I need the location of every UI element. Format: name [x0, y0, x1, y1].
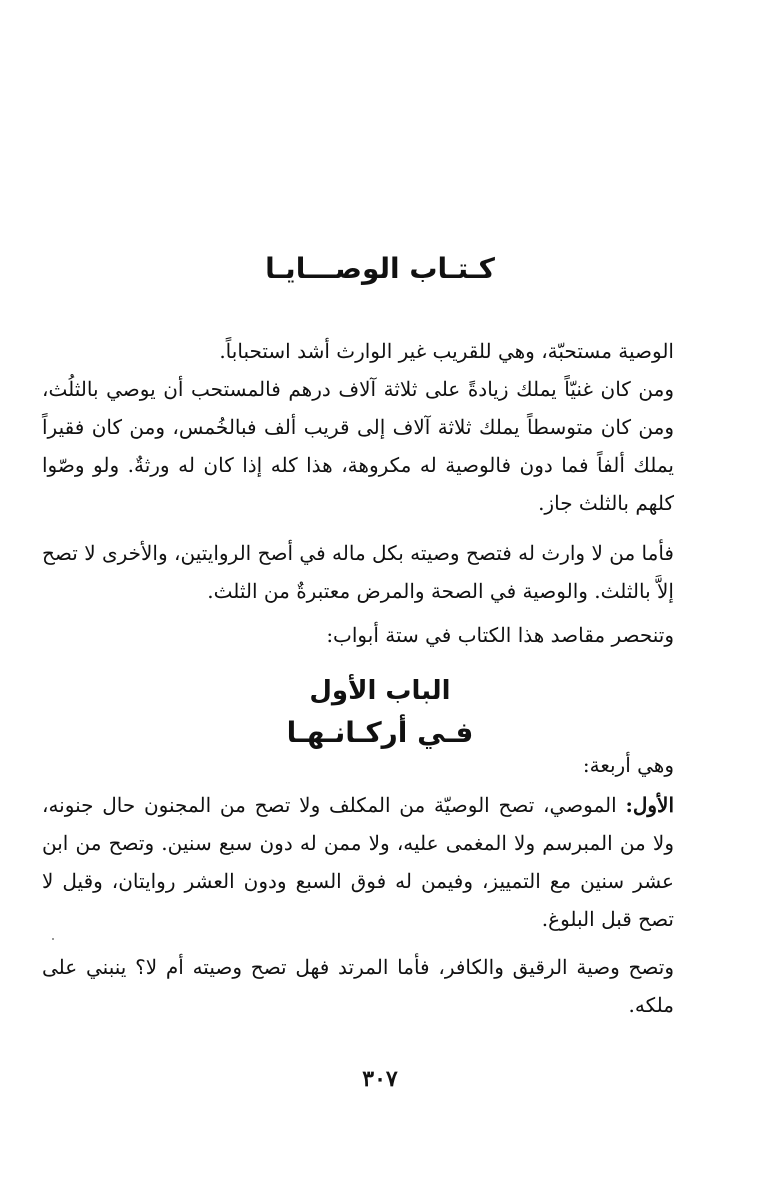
page-number: ٣٠٧: [362, 1066, 398, 1092]
chapter-title: الباب الأول: [309, 676, 451, 706]
book-title: كـتـاب الوصـــايـا: [265, 252, 495, 285]
intro-paragraph-2: ومن كان غنيّاً يملك زيادةً على ثلاثة آلاف درهم فالمستحب أن يوصي بالثلُث، ومن كان متوسطاً يملك ثلاثة آلاف إلى قريب ألف فبالخُمس، ومن كان فقيراً يملك ألفاً فما دون فالوصية له مكروهة، هذا كله إذا كان له ورثةٌ. ولو وصّوا كلهم بالثلث جاز.: [42, 377, 674, 515]
scan-speck: [52, 938, 54, 940]
body-paragraph-2: [42, 786, 696, 938]
intro-paragraph-1: الوصية مستحبّة، وهي للقريب غير الوارث أشد استحباباً.: [219, 339, 674, 363]
intro-paragraph-4: وتنحصر مقاصد هذا الكتاب في ستة أبواب:: [326, 623, 674, 647]
body-paragraph-3: وتصح وصية الرقيق والكافر، فأما المرتد فهل تصح وصيته أم لا؟ ينبني على ملكه.: [42, 955, 674, 1017]
body-paragraph-1: وهي أربعة:: [582, 753, 674, 777]
paragraph-lead-term: الأول:: [625, 793, 675, 817]
intro-paragraph-3: فأما من لا وارث له فتصح وصيته بكل ماله في أصح الروايتين، والأخرى لا تصح إلاَّ بالثلث. والوصية في الصحة والمرض معتبرةٌ من الثلث.: [42, 541, 674, 603]
chapter-subtitle: فـي أركـانـهـا: [286, 716, 474, 749]
body-paragraph-2-text: الموصي، تصح الوصيّة من المكلف ولا تصح من المجنون حال جنونه، ولا من المبرسم ولا المغمى عليه، ولا ممن له دون سبع سنين. وتصح من ابن عشر سنين مع التمييز، وفيمن له فوق السبع ودون العشر روايتان، وقيل لا تصح قبل البلوغ.: [42, 793, 674, 931]
